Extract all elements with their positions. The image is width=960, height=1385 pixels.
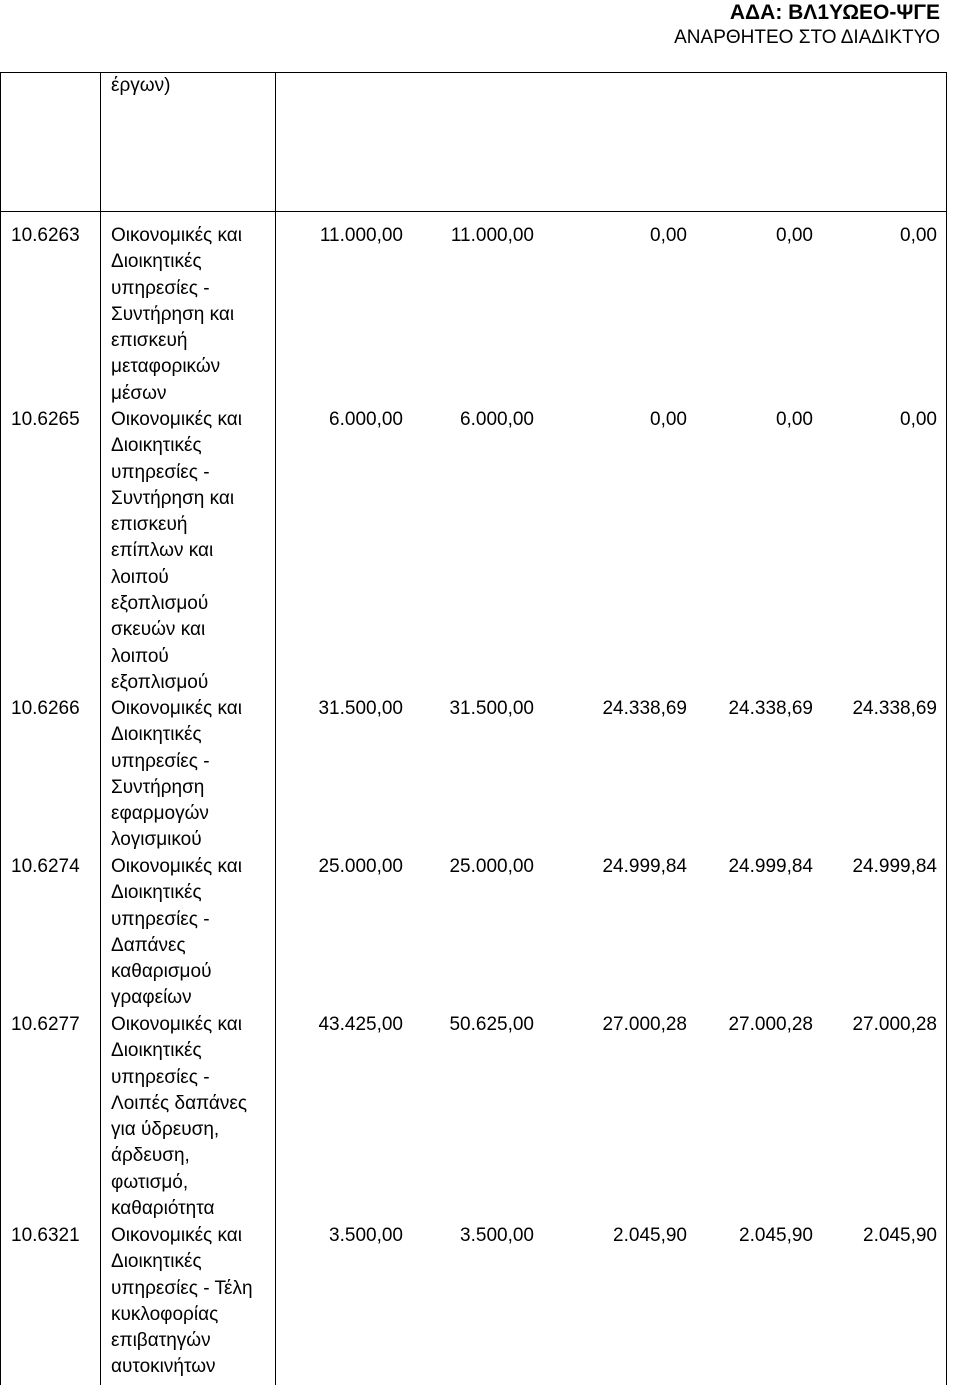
- value-col-3: 2.045,90: [613, 1225, 687, 1246]
- row-code: 10.6277: [11, 1014, 80, 1035]
- value-col-5: 24.338,69: [852, 698, 937, 719]
- value-col-4: 24.999,84: [728, 856, 813, 877]
- document-header: [674, 0, 940, 50]
- value-col-4: 24.338,69: [728, 698, 813, 719]
- value-col-5: 24.999,84: [852, 856, 937, 877]
- value-col-1: 31.500,00: [318, 698, 403, 719]
- budget-table: [0, 72, 947, 1385]
- value-col-2: 31.500,00: [449, 698, 534, 719]
- value-col-5: 27.000,28: [852, 1014, 937, 1035]
- value-col-1: 43.425,00: [318, 1014, 403, 1035]
- value-col-3: 0,00: [650, 225, 687, 246]
- value-col-4: 0,00: [776, 225, 813, 246]
- row-code: 10.6266: [11, 698, 80, 719]
- row-divider: [1, 211, 946, 212]
- value-col-4: 27.000,28: [728, 1014, 813, 1035]
- value-col-3: 24.338,69: [602, 698, 687, 719]
- value-col-2: 3.500,00: [460, 1225, 534, 1246]
- value-col-3: 0,00: [650, 409, 687, 430]
- continued-description: έργων): [111, 75, 171, 96]
- value-col-4: 2.045,90: [739, 1225, 813, 1246]
- posting-notice: ΑΝΑΡΘΗΤΕΟ ΣΤΟ ΔΙΑΔΙΚΤΥΟ: [674, 27, 940, 48]
- value-col-1: 11.000,00: [319, 225, 403, 246]
- ada-code: ΑΔΑ: ΒΛ1ΥΩΕΟ-ΨΓΕ: [729, 1, 940, 24]
- value-col-3: 24.999,84: [602, 856, 687, 877]
- row-description: Οικονομικές και Διοικητικές υπηρεσίες - Συντήρηση και επισκευή επίπλων και λοιπού εξοπλισμού σκευών και λοιπού εξοπλισμού: [111, 409, 242, 693]
- value-col-5: 2.045,90: [863, 1225, 937, 1246]
- row-description: Οικονομικές και Διοικητικές υπηρεσίες - Συντήρηση και επισκευή μεταφορικών μέσων: [111, 225, 242, 404]
- row-code: 10.6263: [11, 225, 80, 246]
- row-code: 10.6265: [11, 409, 80, 430]
- value-col-2: 25.000,00: [449, 856, 534, 877]
- column-divider: [100, 73, 101, 1385]
- row-description: Οικονομικές και Διοικητικές υπηρεσίες - Συντήρηση εφαρμογών λογισμικού: [111, 698, 242, 851]
- value-col-5: 0,00: [900, 225, 937, 246]
- value-col-4: 0,00: [776, 409, 813, 430]
- value-col-2: 11.000,00: [450, 225, 534, 246]
- value-col-1: 3.500,00: [329, 1225, 403, 1246]
- row-code: 10.6321: [11, 1225, 80, 1246]
- value-col-1: 25.000,00: [318, 856, 403, 877]
- value-col-2: 6.000,00: [460, 409, 534, 430]
- row-description: Οικονομικές και Διοικητικές υπηρεσίες - Δαπάνες καθαρισμού γραφείων: [111, 856, 242, 1009]
- value-col-2: 50.625,00: [449, 1014, 534, 1035]
- row-description: Οικονομικές και Διοικητικές υπηρεσίες - Τέλη κυκλοφορίας επιβατηγών αυτοκινήτων: [111, 1225, 253, 1378]
- row-code: 10.6274: [11, 856, 80, 877]
- value-col-5: 0,00: [900, 409, 937, 430]
- value-col-1: 6.000,00: [329, 409, 403, 430]
- row-description: Οικονομικές και Διοικητικές υπηρεσίες - Λοιπές δαπάνες για ύδρευση, άρδευση, φωτισμό, καθαριότητα: [111, 1014, 248, 1220]
- value-col-3: 27.000,28: [602, 1014, 687, 1035]
